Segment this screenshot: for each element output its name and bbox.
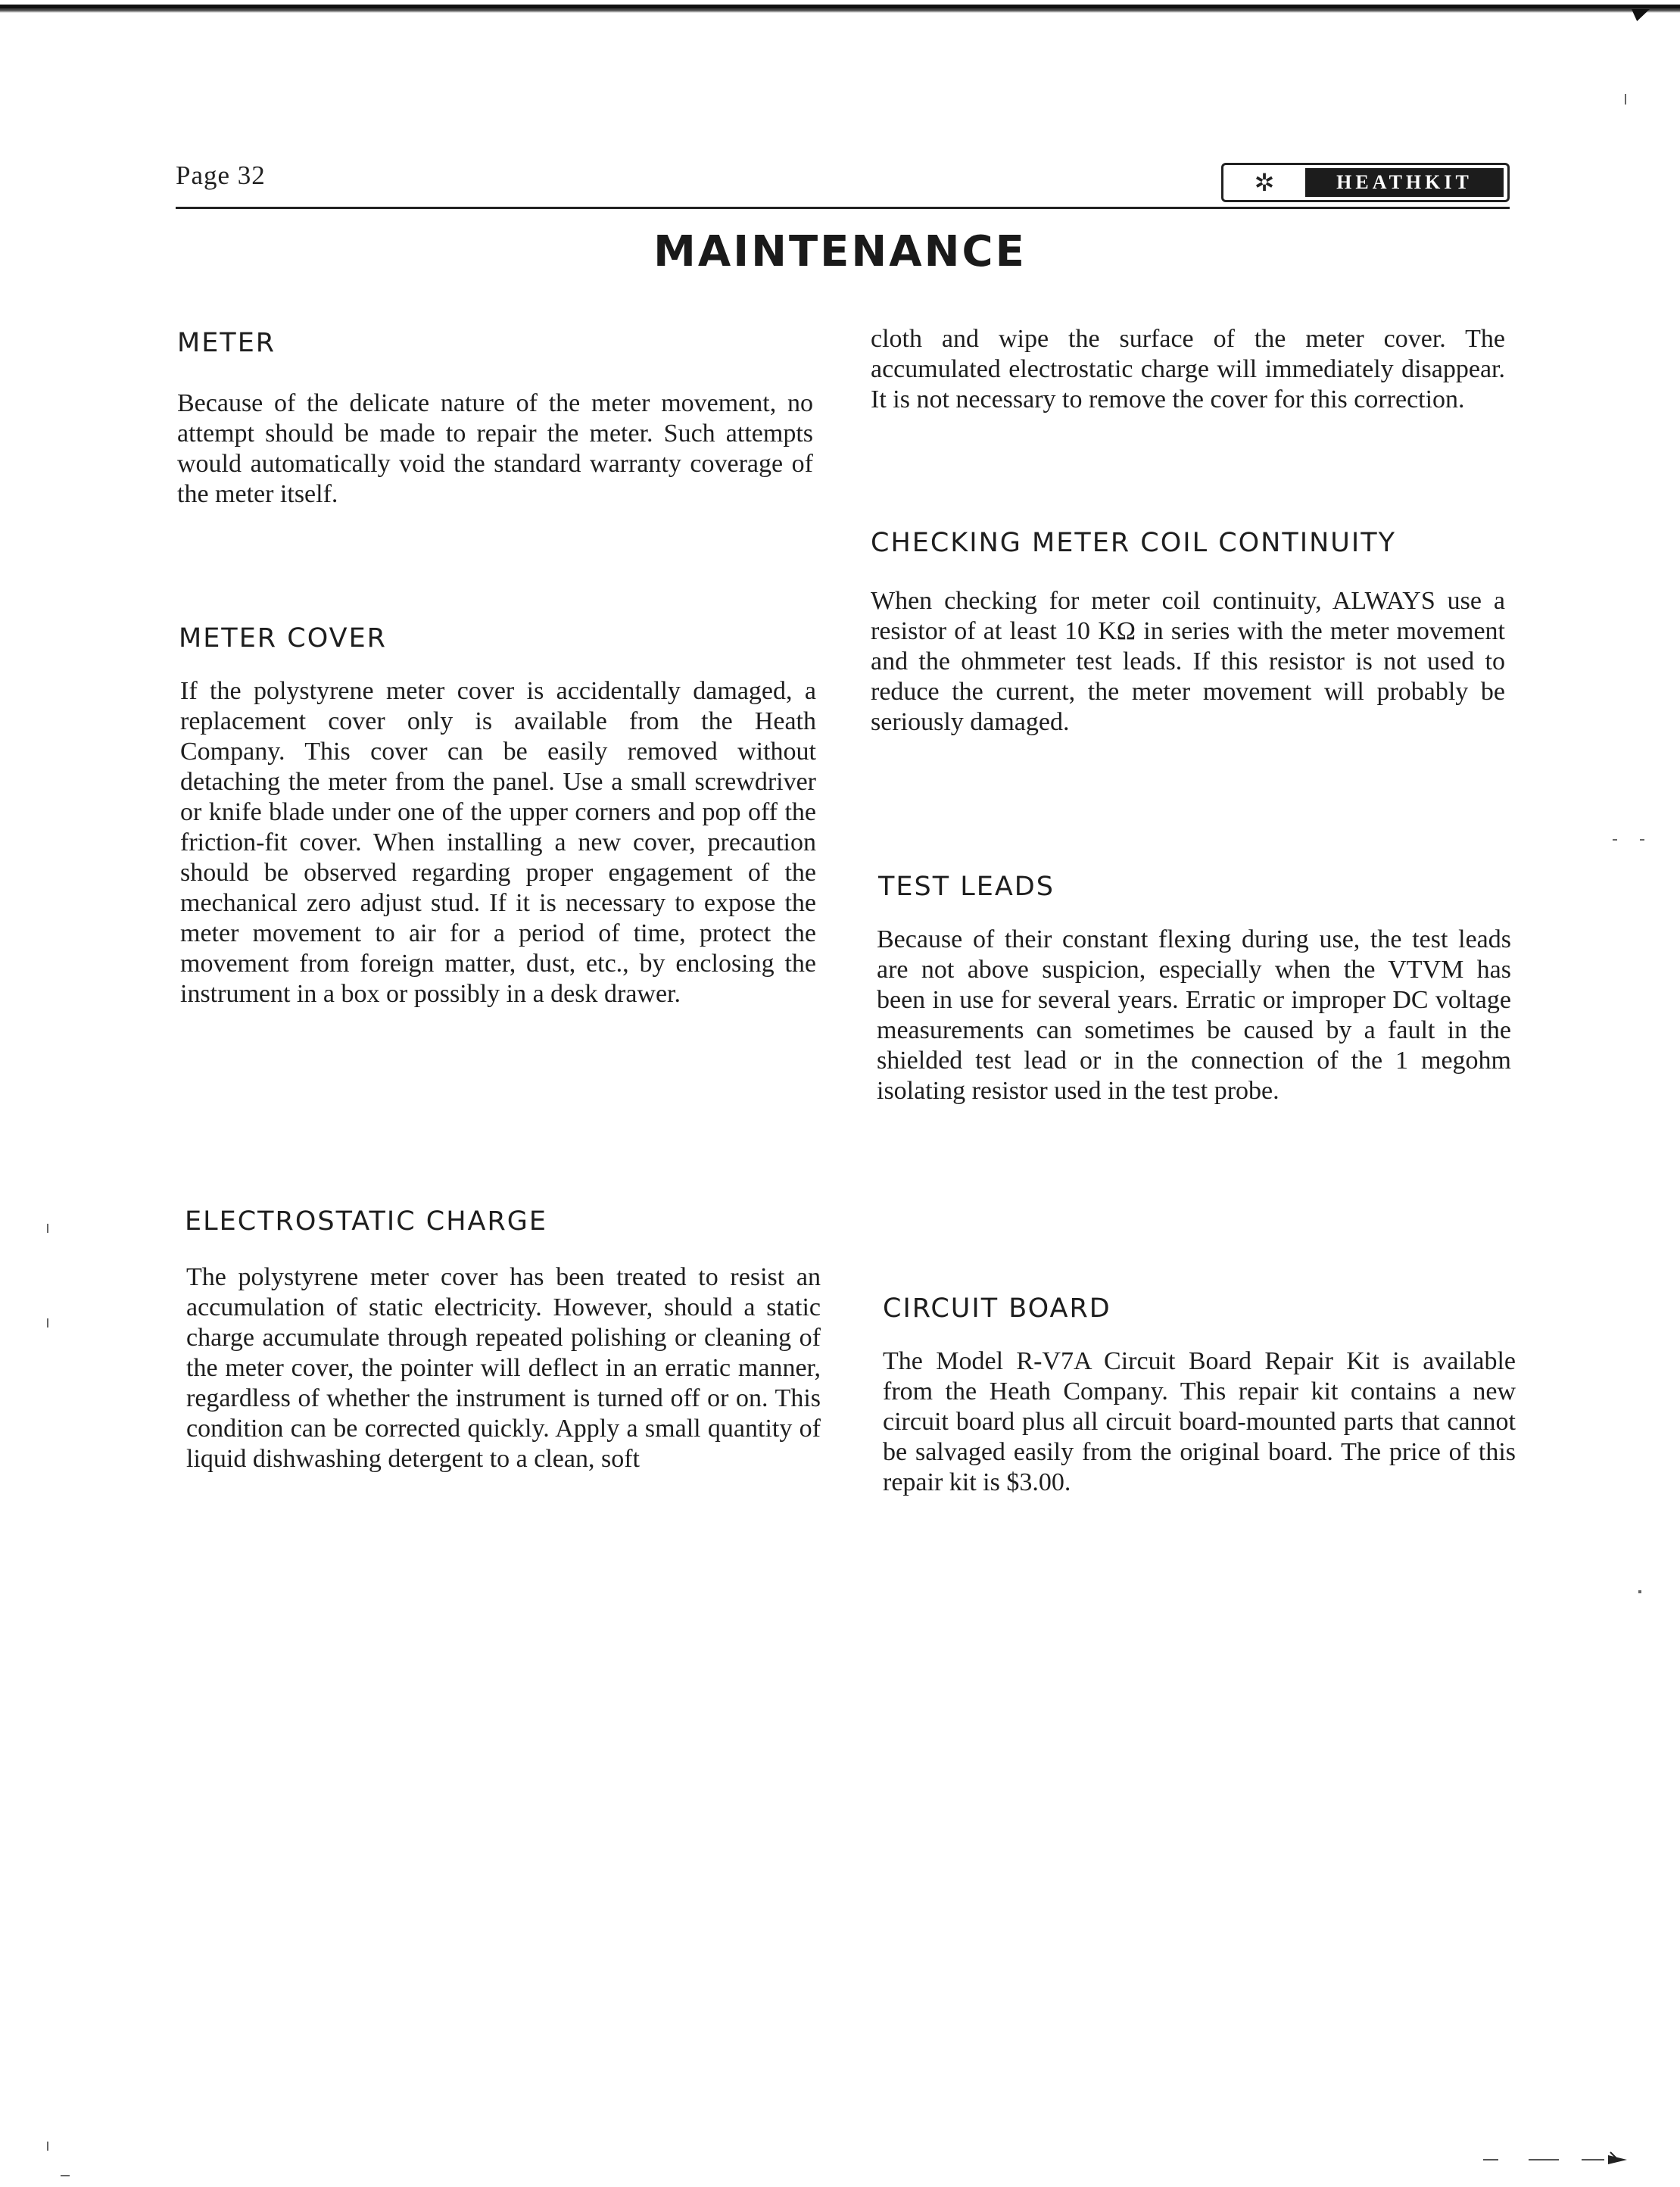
top-edge-rule xyxy=(0,5,1680,15)
heathkit-logo xyxy=(1221,163,1510,202)
logo-wordmark: HEATHKIT xyxy=(1305,168,1504,197)
logo-mark-icon: ✲ xyxy=(1254,168,1275,197)
paragraph-coil-continuity: When checking for meter coil continuity, ALWAYS use a resistor of at least 10 KΩ in series with the meter movement and the ohmmeter test leads. If this resistor is not used to reduce the current, the meter movement will probably be seriously damaged. xyxy=(871,587,1505,736)
scan-speck xyxy=(1613,839,1617,841)
heading-electrostatic-charge: ELECTROSTATIC CHARGE xyxy=(185,1206,548,1237)
page-title: MAINTENANCE xyxy=(653,227,1027,276)
corner-arrow-icon xyxy=(1483,2151,1650,2166)
scan-speck xyxy=(47,2142,48,2151)
scan-speck xyxy=(47,1318,48,1327)
paragraph-electrostatic-charge: The polystyrene meter cover has been treated to resist an accumulation of static electricity. However, should a static charge accumulate through repeated polishing or cleaning of the meter cover, the pointer will deflect in an erratic manner, regardless of whether the instrument is turned off or on. This condition can be corrected quickly. Apply a small quantity of liquid dishwashing detergent to a clean, soft xyxy=(186,1263,821,1473)
heading-test-leads: TEST LEADS xyxy=(878,872,1055,902)
scan-speck xyxy=(1638,1590,1641,1593)
paragraph-test-leads: Because of their constant flexing during use, the test leads are not above suspicion, especially when the VTVM has been in use for several years. Erratic or improper DC voltage measurements can sometimes be caused by a fault in the shielded test lead or in the connection of the 1 megohm isolating resistor used in the test probe. xyxy=(877,925,1511,1105)
scan-speck xyxy=(1640,839,1644,841)
paragraph-circuit-board: The Model R-V7A Circuit Board Repair Kit is available from the Heath Company. This repair kit contains a new circuit board plus all circuit board-mounted parts that cannot be salvaged easily from the original board. The price of this repair kit is $3.00. xyxy=(883,1347,1516,1496)
paragraph-meter: Because of the delicate nature of the meter movement, no attempt should be made to repair the meter. Such attempts would automatically void the standard warranty coverage of the meter itself. xyxy=(177,389,813,508)
scan-speck xyxy=(1625,94,1626,105)
header-rule xyxy=(176,207,1510,209)
heading-meter-cover: METER COVER xyxy=(179,623,387,654)
scan-speck xyxy=(61,2175,70,2176)
rule-tail xyxy=(1632,9,1650,21)
paragraph-electrostatic-continued: cloth and wipe the surface of the meter cover. The accumulated electrostatic charge will immediately disappear. It is not necessary to remove the cover for this correction. xyxy=(871,325,1505,413)
heading-coil-continuity: CHECKING METER COIL CONTINUITY xyxy=(871,528,1396,558)
paragraph-meter-cover: If the polystyrene meter cover is accidentally damaged, a replacement cover only is available from the Heath Company. This cover can be easily removed without detaching the meter from the panel. Use a small screwdriver or knife blade under one of the upper corners and pop off the friction-fit cover. When installing a new cover, precaution should be observed regarding proper engagement of the mechanical zero adjust stud. If it is necessary to expose the meter movement to air for a period of time, protect the movement from foreign matter, dust, etc., by enclosing the instrument in a box or possibly in a desk drawer. xyxy=(180,677,816,1008)
heading-meter: METER xyxy=(177,328,276,358)
heading-circuit-board: CIRCUIT BOARD xyxy=(883,1293,1111,1324)
page-number: Page 32 xyxy=(176,161,266,190)
scan-speck xyxy=(47,1224,48,1233)
